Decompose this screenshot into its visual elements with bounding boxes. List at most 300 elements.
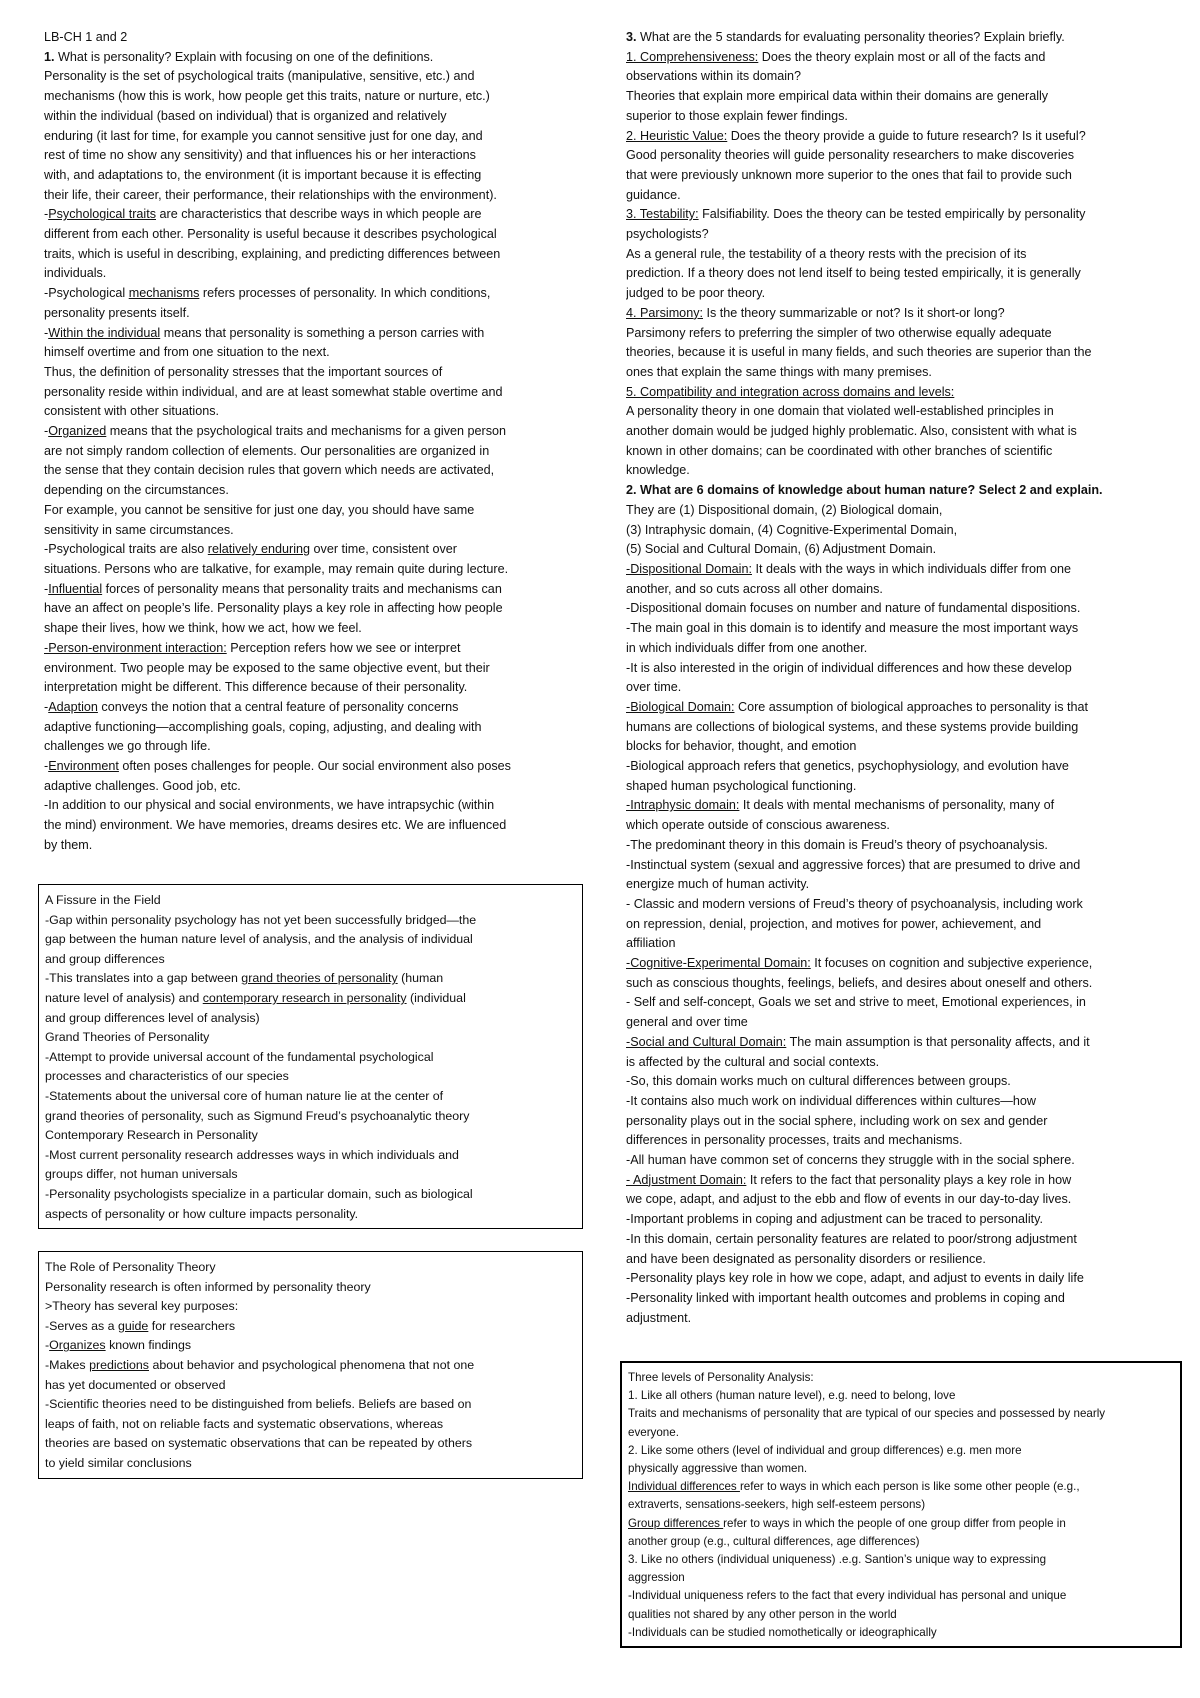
role-line <box>45 1317 576 1337</box>
right-line <box>626 678 1178 698</box>
levels-line <box>628 1515 1174 1533</box>
left-line <box>44 324 598 344</box>
underlined-term: grand theories of personality <box>241 971 398 986</box>
right-line <box>626 205 1178 225</box>
right-line <box>626 1190 1178 1210</box>
right-line <box>626 127 1178 147</box>
line-text: refers processes of personality. In which conditions, <box>199 286 491 301</box>
right-line <box>626 1309 1178 1329</box>
line-text: blocks for behavior, thought, and emotion <box>626 739 857 754</box>
role-line <box>45 1356 576 1376</box>
underlined-term: 3. Testability: <box>626 207 699 222</box>
line-text: known in other domains; can be coordinated with other branches of scientific <box>626 443 1053 458</box>
levels-line <box>628 1533 1174 1551</box>
left-line <box>44 757 598 777</box>
right-line <box>626 1289 1178 1309</box>
line-text: environment. Two people may be exposed to the same objective event, but their <box>44 660 490 675</box>
line-text: mechanisms (how this is work, how people get this traits, nature or nurture, etc.) <box>44 89 490 104</box>
line-text: -Dispositional domain focuses on number and nature of fundamental dispositions. <box>626 601 1081 616</box>
right-line <box>626 757 1178 777</box>
line-text: physically aggressive than women. <box>628 1462 808 1476</box>
role-line <box>45 1434 576 1454</box>
line-text: have an affect on people’s life. Personality plays a key role in affecting how people <box>44 601 503 616</box>
right-line <box>626 698 1178 718</box>
right-line <box>626 954 1178 974</box>
line-text: another group (e.g., cultural differences, age differences) <box>628 1534 920 1548</box>
line-text: situations. Persons who are talkative, for example, may remain quite during lecture. <box>44 561 509 576</box>
fissure-line <box>45 1009 576 1029</box>
line-prefix: - <box>44 699 49 714</box>
line-text: means that personality is something a person carries with <box>160 325 485 340</box>
right-line <box>626 1013 1178 1033</box>
underlined-term: Organized <box>48 424 107 439</box>
levels-line <box>628 1551 1174 1569</box>
right-line <box>626 67 1178 87</box>
underlined-term: relatively enduring <box>207 542 311 557</box>
fissure-line <box>45 1185 576 1205</box>
line-text: challenges we go through life. <box>44 739 211 754</box>
line-text: It refers to the fact that personality plays a key role in how <box>746 1172 1072 1187</box>
right-line <box>626 619 1178 639</box>
fissure-line <box>45 989 576 1009</box>
underlined-term: -Dispositional Domain: <box>626 561 752 576</box>
levels-line <box>628 1405 1174 1423</box>
underlined-term: 1. Comprehensiveness: <box>626 49 759 64</box>
line-text: -Individuals can be studied nomothetically or ideographically <box>628 1625 937 1639</box>
line-text: another domain would be judged highly problematic. Also, consistent with what is <box>626 424 1077 439</box>
right-line <box>626 383 1178 403</box>
right-line <box>626 225 1178 245</box>
right-line <box>626 580 1178 600</box>
line-prefix: - <box>44 759 49 774</box>
right-line <box>626 146 1178 166</box>
line-text: -Gap within personality psychology has not yet been successfully bridged—the <box>45 912 477 927</box>
line-text: Good personality theories will guide personality researchers to make discoveries <box>626 148 1074 163</box>
line-text: -Personality psychologists specialize in a particular domain, such as biological <box>45 1186 473 1201</box>
right-line <box>626 777 1178 797</box>
line-text: everyone. <box>628 1425 679 1439</box>
left-line <box>44 245 598 265</box>
left-line <box>44 422 598 442</box>
fissure-line <box>45 1107 576 1127</box>
line-prefix: - <box>44 424 49 439</box>
bold-label: 1. <box>44 49 59 64</box>
left-line <box>44 166 598 186</box>
line-text: shaped human psychological functioning. <box>626 778 857 793</box>
line-prefix: -Psychological traits are also <box>44 542 208 557</box>
line-text: aspects of personality or how culture impacts personality. <box>45 1206 359 1221</box>
left-line <box>44 127 598 147</box>
line-text: -The main goal in this domain is to identify and measure the most important ways <box>626 621 1079 636</box>
line-prefix: - <box>44 207 49 222</box>
three-levels-analysis-box <box>620 1361 1182 1648</box>
line-text: -In addition to our physical and social environments, we have intrapsychic (within <box>44 798 495 813</box>
left-line <box>44 343 598 363</box>
line-text: (3) Intraphysic domain, (4) Cognitive-Experimental Domain, <box>626 522 958 537</box>
left-line <box>44 442 598 462</box>
right-line <box>626 974 1178 994</box>
left-line <box>44 659 598 679</box>
right-line <box>626 48 1178 68</box>
line-text: refer to ways in which each person is like some other people (e.g., <box>739 1480 1080 1494</box>
line-text: forces of personality means that personality traits and mechanisms can <box>102 581 502 596</box>
levels-line <box>628 1424 1174 1442</box>
line-text: - Self and self-concept, Goals we set and strive to meet, Emotional experiences, in <box>626 995 1086 1010</box>
left-line <box>44 87 598 107</box>
levels-line <box>628 1460 1174 1478</box>
left-line <box>44 264 598 284</box>
right-line <box>626 1112 1178 1132</box>
line-prefix: -This translates into a gap between <box>45 971 242 986</box>
line-text: personality reside within individual, and are at least somewhat stable overtime and <box>44 384 503 399</box>
underlined-term: guide <box>118 1318 149 1333</box>
line-text: is affected by the cultural and social contexts. <box>626 1054 880 1069</box>
right-line <box>626 1092 1178 1112</box>
role-of-personality-theory-box <box>38 1251 583 1479</box>
left-line <box>44 304 598 324</box>
right-line <box>626 324 1178 344</box>
line-text: adaptive functioning—accomplishing goals, coping, adjusting, and dealing with <box>44 719 482 734</box>
right-line <box>626 28 1178 48</box>
line-text: -Biological approach refers that genetics, psychophysiology, and evolution have <box>626 759 1069 774</box>
fissure-line <box>45 1205 576 1225</box>
line-text: with, and adaptations to, the environment (it is important because it is effecting <box>44 167 482 182</box>
left-line <box>44 540 598 560</box>
left-line <box>44 146 598 166</box>
line-text: known findings <box>105 1338 192 1353</box>
left-line <box>44 718 598 738</box>
role-line <box>45 1297 576 1317</box>
line-text: their life, their career, their performance, their relationships with the environment). <box>44 187 497 202</box>
line-text: 2. Like some others (level of individual and group differences) e.g. men more <box>628 1443 1022 1457</box>
underlined-term: 2. Heuristic Value: <box>626 128 728 143</box>
line-text: differences in personality processes, traits and mechanisms. <box>626 1133 963 1148</box>
levels-line <box>628 1606 1174 1624</box>
fissure-line <box>45 1067 576 1087</box>
left-column <box>44 28 598 856</box>
line-text: observations within its domain? <box>626 69 802 84</box>
line-text: Contemporary Research in Personality <box>45 1128 258 1143</box>
left-line <box>44 639 598 659</box>
right-line <box>626 304 1178 324</box>
fissure-line <box>45 1048 576 1068</box>
line-text: The main assumption is that personality affects, and it <box>786 1034 1090 1049</box>
right-line <box>626 836 1178 856</box>
levels-line <box>628 1569 1174 1587</box>
line-prefix: - <box>44 325 49 340</box>
line-text: general and over time <box>626 1015 748 1030</box>
line-text: for researchers <box>148 1318 236 1333</box>
line-text: personality plays out in the social sphere, including work on sex and gender <box>626 1113 1048 1128</box>
left-line <box>44 619 598 639</box>
line-text: -Attempt to provide universal account of the fundamental psychological <box>45 1049 434 1064</box>
left-line <box>44 698 598 718</box>
line-text: over time. <box>626 680 682 695</box>
line-text: personality presents itself. <box>44 305 190 320</box>
line-text: What are the 5 standards for evaluating personality theories? Explain briefly. <box>640 30 1065 44</box>
left-line <box>44 560 598 580</box>
right-line <box>626 107 1178 127</box>
right-line <box>626 501 1178 521</box>
line-text: -Individual uniqueness refers to the fact that every individual has personal and unique <box>628 1589 1067 1603</box>
left-line <box>44 107 598 127</box>
right-line <box>626 481 1178 501</box>
line-text: the mind) environment. We have memories, dreams desires etc. We are influenced <box>44 818 507 833</box>
line-text: knowledge. <box>626 463 690 478</box>
line-text: means that the psychological traits and mechanisms for a given person <box>106 424 507 439</box>
line-text: traits, which is useful in describing, explaining, and predicting differences between <box>44 246 501 261</box>
line-text: 3. Like no others (individual uniqueness) .e.g. Santion’s unique way to expressing <box>628 1553 1047 1567</box>
underlined-term: -Biological Domain: <box>626 699 735 714</box>
role-line <box>45 1454 576 1474</box>
line-text: and have been designated as personality disorders or resilience. <box>626 1251 986 1266</box>
line-text: Theories that explain more empirical data within their domains are generally <box>626 89 1049 104</box>
line-text: A personality theory in one domain that violated well-established principles in <box>626 404 1054 419</box>
role-line <box>45 1336 576 1356</box>
role-line <box>45 1376 576 1396</box>
left-line <box>44 777 598 797</box>
left-line <box>44 284 598 304</box>
line-text: within the individual (based on individual) that is organized and relatively <box>44 108 447 123</box>
line-text: Core assumption of biological approaches to personality is that <box>734 699 1089 714</box>
line-text: theories, because it is useful in many fields, and such theories are superior than the <box>626 345 1092 360</box>
fissure-line <box>45 1087 576 1107</box>
left-line <box>44 461 598 481</box>
line-text: It deals with the ways in which individuals differ from one <box>752 561 1071 576</box>
line-text: leaps of faith, not on reliable facts and systematic observations, whereas <box>45 1416 444 1431</box>
line-text: such as conscious thoughts, feelings, beliefs, and desires about oneself and others. <box>626 975 1093 990</box>
line-text: It deals with mental mechanisms of personality, many of <box>739 798 1055 813</box>
line-text: Personality research is often informed by personality theory <box>45 1279 371 1294</box>
line-text: processes and characteristics of our species <box>45 1069 289 1084</box>
line-text: ones that explain the same things with many premises. <box>626 364 932 379</box>
underlined-term: -Cognitive-Experimental Domain: <box>626 956 811 971</box>
left-line <box>44 383 598 403</box>
line-text: -Instinctual system (sexual and aggressive forces) that are presumed to drive and <box>626 857 1081 872</box>
role-line <box>45 1278 576 1298</box>
left-line <box>44 737 598 757</box>
line-text: -It is also interested in the origin of individual differences and how these develop <box>626 660 1072 675</box>
line-text: Does the theory provide a guide to future research? Is it useful? <box>727 128 1086 143</box>
line-text: judged to be poor theory. <box>626 286 766 301</box>
line-text: The Role of Personality Theory <box>45 1260 216 1274</box>
line-text: superior to those explain fewer findings. <box>626 108 848 123</box>
line-text: in which individuals differ from one another. <box>626 640 868 655</box>
role-line <box>45 1395 576 1415</box>
right-line <box>626 659 1178 679</box>
line-text: refer to ways in which the people of one group differ from people in <box>723 1516 1066 1530</box>
line-text: -So, this domain works much on cultural differences between groups. <box>626 1074 1011 1089</box>
line-text: adjustment. <box>626 1310 692 1325</box>
line-text: -In this domain, certain personality features are related to poor/strong adjustment <box>626 1231 1077 1246</box>
left-line <box>44 796 598 816</box>
line-text: grand theories of personality, such as Sigmund Freud’s psychoanalytic theory <box>45 1108 470 1123</box>
line-text: (human <box>397 971 444 986</box>
line-text: adaptive challenges. Good job, etc. <box>44 778 241 793</box>
line-text: -Most current personality research addresses ways in which individuals and <box>45 1147 459 1162</box>
right-line <box>626 934 1178 954</box>
left-line <box>44 186 598 206</box>
line-text: are not simply random collection of elements. Our personalities are organized in <box>44 443 490 458</box>
line-text: shape their lives, how we think, how we act, how we feel. <box>44 621 362 636</box>
line-text: that were previously unknown more superior to the ones that fail to provide such <box>626 167 1072 182</box>
underlined-term: -Intraphysic domain: <box>626 798 740 813</box>
line-text: theories are based on systematic observations that can be repeated by others <box>45 1436 473 1451</box>
right-line <box>626 87 1178 107</box>
role-line <box>45 1415 576 1435</box>
line-text: extraverts, sensations-seekers, high self-esteem persons) <box>628 1498 926 1512</box>
left-line <box>44 28 598 48</box>
levels-line <box>628 1478 1174 1496</box>
fissure-line <box>45 950 576 970</box>
fissure-line <box>45 911 576 931</box>
right-line <box>626 461 1178 481</box>
right-line <box>626 186 1178 206</box>
line-text: As a general rule, the testability of a theory rests with the precision of its <box>626 246 1027 261</box>
right-line <box>626 363 1178 383</box>
line-text: Traits and mechanisms of personality that are typical of our species and possessed by nearly <box>628 1407 1106 1421</box>
right-line <box>626 1230 1178 1250</box>
line-text: Thus, the definition of personality stresses that the important sources of <box>44 364 443 379</box>
underlined-term: 5. Compatibility and integration across domains and levels: <box>626 384 955 399</box>
line-text: humans are collections of biological systems, and these systems provide building <box>626 719 1079 734</box>
underlined-term: - Adjustment Domain: <box>626 1172 747 1187</box>
line-text: which operate outside of conscious awareness. <box>626 818 890 833</box>
line-text: energize much of human activity. <box>626 877 810 892</box>
right-line <box>626 245 1178 265</box>
line-text: conveys the notion that a central feature of personality concerns <box>97 699 459 714</box>
right-line <box>626 737 1178 757</box>
right-line <box>626 422 1178 442</box>
right-line <box>626 1171 1178 1191</box>
right-line <box>626 521 1178 541</box>
left-line <box>44 363 598 383</box>
line-text: It focuses on cognition and subjective experience, <box>810 956 1093 971</box>
right-line <box>626 1250 1178 1270</box>
fissure-line <box>45 1146 576 1166</box>
line-prefix: nature level of analysis) and <box>45 990 203 1005</box>
line-text: another, and so cuts across all other domains. <box>626 581 883 596</box>
underlined-term: Psychological traits <box>48 207 156 222</box>
left-line <box>44 580 598 600</box>
line-prefix: - <box>45 1338 50 1353</box>
levels-line <box>628 1496 1174 1514</box>
line-text: LB-CH 1 and 2 <box>44 30 128 44</box>
right-line <box>626 895 1178 915</box>
line-text: enduring (it last for time, for example you cannot sensitive just for one day, and <box>44 128 483 143</box>
line-text: and group differences <box>45 951 165 966</box>
underlined-term: -Social and Cultural Domain: <box>626 1034 787 1049</box>
line-text: -Statements about the universal core of human nature lie at the center of <box>45 1088 444 1103</box>
underlined-term: mechanisms <box>128 286 200 301</box>
right-line <box>626 560 1178 580</box>
line-text: groups differ, not human universals <box>45 1167 238 1182</box>
line-text: A Fissure in the Field <box>45 893 161 907</box>
line-text: different from each other. Personality is useful because it describes psychological <box>44 227 497 242</box>
line-text: prediction. If a theory does not lend itself to being tested empirically, it is generally <box>626 266 1081 281</box>
line-text: psychologists? <box>626 227 709 242</box>
left-line <box>44 521 598 541</box>
right-line <box>626 993 1178 1013</box>
underlined-term: Group differences <box>628 1516 724 1530</box>
line-text: guidance. <box>626 187 681 202</box>
line-text: (individual <box>406 990 466 1005</box>
fissure-line <box>45 930 576 950</box>
right-column <box>626 28 1178 1328</box>
line-text: and group differences level of analysis) <box>45 1010 260 1025</box>
levels-line <box>628 1624 1174 1642</box>
line-text: affiliation <box>626 936 676 951</box>
right-line <box>626 1131 1178 1151</box>
right-line <box>626 1151 1178 1171</box>
right-line <box>626 599 1178 619</box>
left-line <box>44 205 598 225</box>
right-line <box>626 856 1178 876</box>
line-prefix: -Psychological <box>44 286 129 301</box>
right-line <box>626 1269 1178 1289</box>
underlined-term: contemporary research in personality <box>202 990 407 1005</box>
left-line <box>44 836 598 856</box>
underlined-term: predictions <box>89 1357 149 1372</box>
right-line <box>626 1072 1178 1092</box>
left-line <box>44 225 598 245</box>
line-text: often poses challenges for people. Our social environment also poses <box>118 759 511 774</box>
underlined-term: Individual differences <box>628 1480 740 1494</box>
line-text: For example, you cannot be sensitive for just one day, you should have same <box>44 502 475 517</box>
fissure-line <box>45 1126 576 1146</box>
line-text: -It contains also much work on individual differences within cultures—how <box>626 1093 1036 1108</box>
line-text: Is the theory summarizable or not? Is it short-or long? <box>703 305 1005 320</box>
left-line <box>44 501 598 521</box>
right-line <box>626 875 1178 895</box>
line-text: about behavior and psychological phenomena that not one <box>149 1357 475 1372</box>
left-line <box>44 481 598 501</box>
underlined-term: 4. Parsimony: <box>626 305 703 320</box>
fissure-line <box>45 891 576 911</box>
left-line <box>44 599 598 619</box>
right-line <box>626 1053 1178 1073</box>
levels-line <box>628 1442 1174 1460</box>
right-line <box>626 442 1178 462</box>
line-text: -All human have common set of concerns they struggle with in the social sphere. <box>626 1153 1075 1168</box>
right-line <box>626 639 1178 659</box>
line-text: qualities not shared by any other person in the world <box>628 1607 897 1621</box>
line-text: over time, consistent over <box>310 542 458 557</box>
underlined-term: -Person-environment interaction: <box>44 640 227 655</box>
line-text: Does the theory explain most or all of the facts and <box>758 49 1046 64</box>
underlined-term: Organizes <box>49 1338 106 1353</box>
left-line <box>44 48 598 68</box>
line-text: has yet documented or observed <box>45 1377 226 1392</box>
right-line <box>626 1210 1178 1230</box>
line-text: interpretation might be different. This difference because of their personality. <box>44 680 468 695</box>
fissure-line <box>45 1028 576 1048</box>
line-text: consistent with other situations. <box>44 404 220 419</box>
line-text: sensitivity in same circumstances. <box>44 522 234 537</box>
line-text: Perception refers how we see or interpret <box>226 640 461 655</box>
line-text: Parsimony refers to preferring the simpler of two otherwise equally adequate <box>626 325 1052 340</box>
bold-label: 2. What are 6 domains of knowledge about human nature? Select 2 and explain. <box>626 483 1103 498</box>
line-text: Grand Theories of Personality <box>45 1030 210 1045</box>
line-text: -Personality linked with important health outcomes and problems in coping and <box>626 1291 1065 1305</box>
right-line <box>626 1033 1178 1053</box>
role-line <box>45 1258 576 1278</box>
line-text: individuals. <box>44 266 107 281</box>
line-text: the sense that they contain decision rules that govern which needs are activated, <box>44 463 495 478</box>
line-text: to yield similar conclusions <box>45 1455 192 1470</box>
bold-label: 3. <box>626 30 641 44</box>
line-text: Falsifiability. Does the theory can be tested empirically by personality <box>698 207 1086 222</box>
